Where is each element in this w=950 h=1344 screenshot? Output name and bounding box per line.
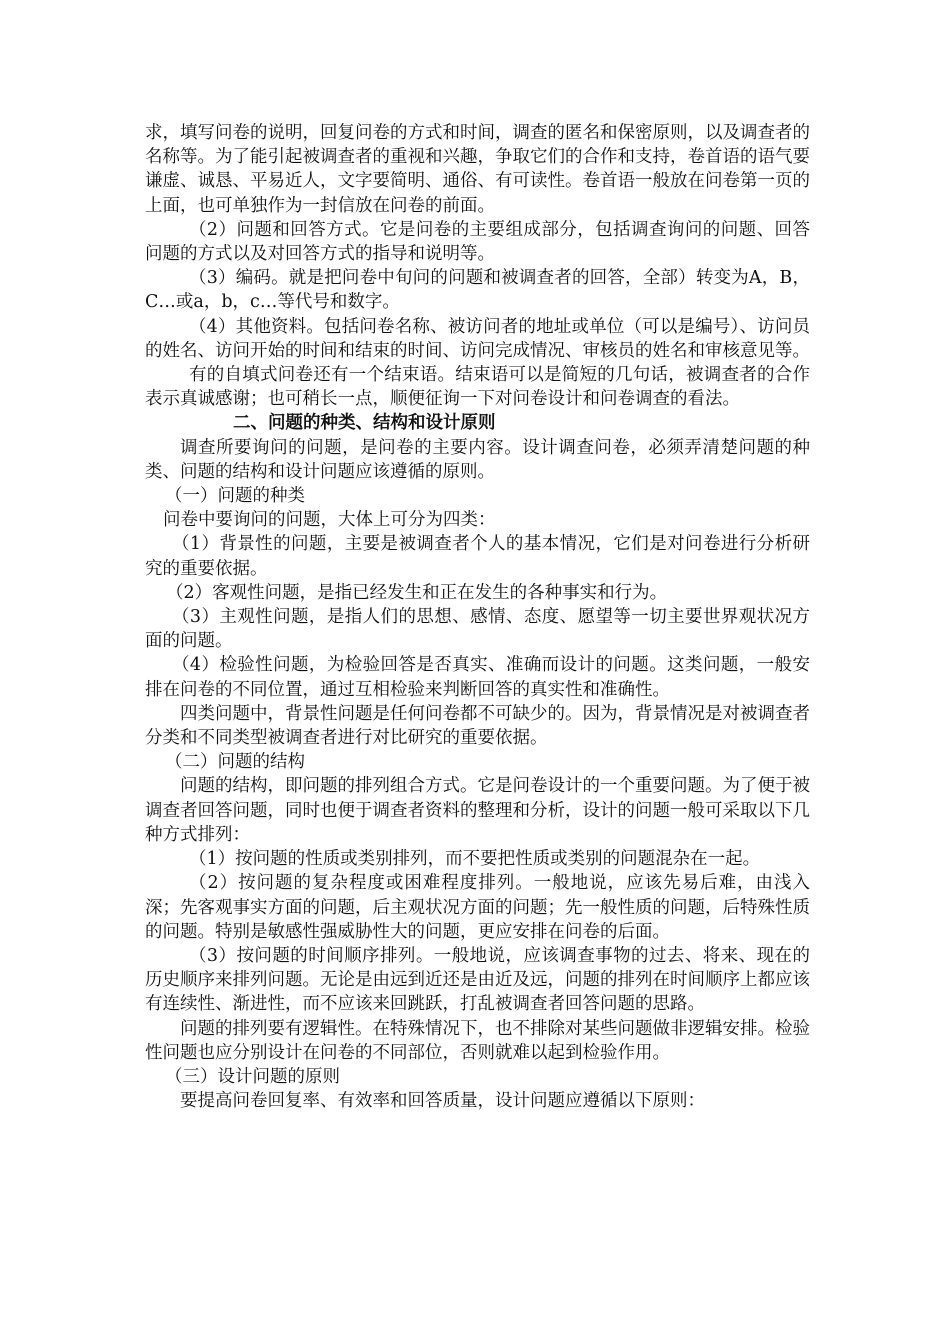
paragraph-type-4: （4）检验性问题，为检验回答是否真实、准确而设计的问题。这类问题，一般安排在问卷的不同位置，通过互相检验来判断回答的真实性和准确性。 (145, 655, 810, 700)
paragraph-order-1: （1）按问题的性质或类别排列，而不要把性质或类别的问题混杂在一起。 (189, 849, 761, 870)
paragraph-section-intro: 调查所要询问的问题，是问卷的主要内容。设计调查问卷，必须弄清楚问题的种类、问题的结构和设计问题应该遵循的原则。 (145, 437, 810, 482)
paragraph-item-3: （3）编码。就是把问卷中旬问的问题和被调查者的回答，全部）转变为A，B，C…或a，b，c…等代号和数字。 (145, 268, 810, 313)
paragraph-principles-intro: 要提高问卷回复率、有效率和回答质量，设计问题应遵循以下原则： (180, 1091, 705, 1112)
paragraph-intro-continued: 求，填写问卷的说明，回复问卷的方式和时间，调查的匿名和保密原则，以及调查者的名称等。为了能引起被调查者的重视和兴趣，争取它们的合作和支持，卷首语的语气要谦虚、诚恳、平易近人，文字要简明、通俗、有可读性。卷首语一般放在问卷第一页的上面，也可单独作为一封信放在问卷的前面。 (145, 123, 810, 216)
document-body (145, 121, 810, 1113)
subheading-principles: （三）设计问题的原则 (165, 1066, 340, 1087)
paragraph-types-intro: 问卷中要询问的问题，大体上可分为四类： (163, 510, 496, 531)
paragraph-type-2: （2）客观性问题，是指已经发生和正在发生的各种事实和行为。 (166, 582, 668, 603)
paragraph-order-2: （2）按问题的复杂程度或困难程度排列。一般地说，应该先易后难，由浅入深；先客观事实方面的问题，后主观状况方面的问题；先一般性质的问题，后特殊性质的问题。特别是敏感性强威胁性大的问题，更应安排在问卷的后面。 (145, 873, 810, 942)
subheading-structure: （二）问题的结构 (165, 752, 305, 773)
paragraph-logic: 问题的排列要有逻辑性。在特殊情况下，也不排除对某些问题做非逻辑安排。检验性问题也应分别设计在问卷的不同部位，否则就难以起到检验作用。 (145, 1018, 810, 1063)
subheading-types: （一）问题的种类 (165, 486, 305, 507)
paragraph-item-4: （4）其他资料。包括问卷名称、被访问者的地址或单位（可以是编号）、访问员的姓名、访问开始的时间和结束的时间、访问完成情况、审核员的姓名和审核意见等。 (145, 316, 810, 361)
paragraph-type-3: （3）主观性问题，是指人们的思想、感情、态度、愿望等一切主要世界观状况方面的问题。 (145, 607, 810, 652)
paragraph-types-summary: 四类问题中，背景性问题是任何问卷都不可缺少的。因为，背景情况是对被调查者分类和不同类型被调查者进行对比研究的重要依据。 (145, 703, 810, 749)
paragraph-type-1: （1）背景性的问题，主要是被调查者个人的基本情况，它们是对问卷进行分析研究的重要依据。 (145, 534, 810, 579)
paragraph-closing-note: 有的自填式问卷还有一个结束语。结束语可以是简短的几句话，被调查者的合作表示真诚感谢；也可稍长一点，顺便征询一下对问卷设计和问卷调查的看法。 (145, 365, 810, 410)
paragraph-item-2: （2）问题和回答方式。它是问卷的主要组成部分，包括调查询问的问题、回答问题的方式以及对回答方式的指导和说明等。 (145, 219, 810, 265)
paragraph-structure-intro: 问题的结构，即问题的排列组合方式。它是问卷设计的一个重要问题。为了便于被调查者回答问题，同时也便于调查者资料的整理和分析，设计的问题一般可采取以下几种方式排列： (145, 776, 810, 845)
paragraph-order-3: （3）按问题的时间顺序排列。一般地说，应该调查事物的过去、将来、现在的历史顺序来排列问题。无论是由远到近还是由近及远，问题的排列在时间顺序上都应该有连续性、渐进性，而不应该来回跳跃，打乱被调查者回答问题的思路。 (145, 945, 810, 1015)
section-heading: 二、问题的种类、结构和设计原则 (233, 413, 496, 434)
